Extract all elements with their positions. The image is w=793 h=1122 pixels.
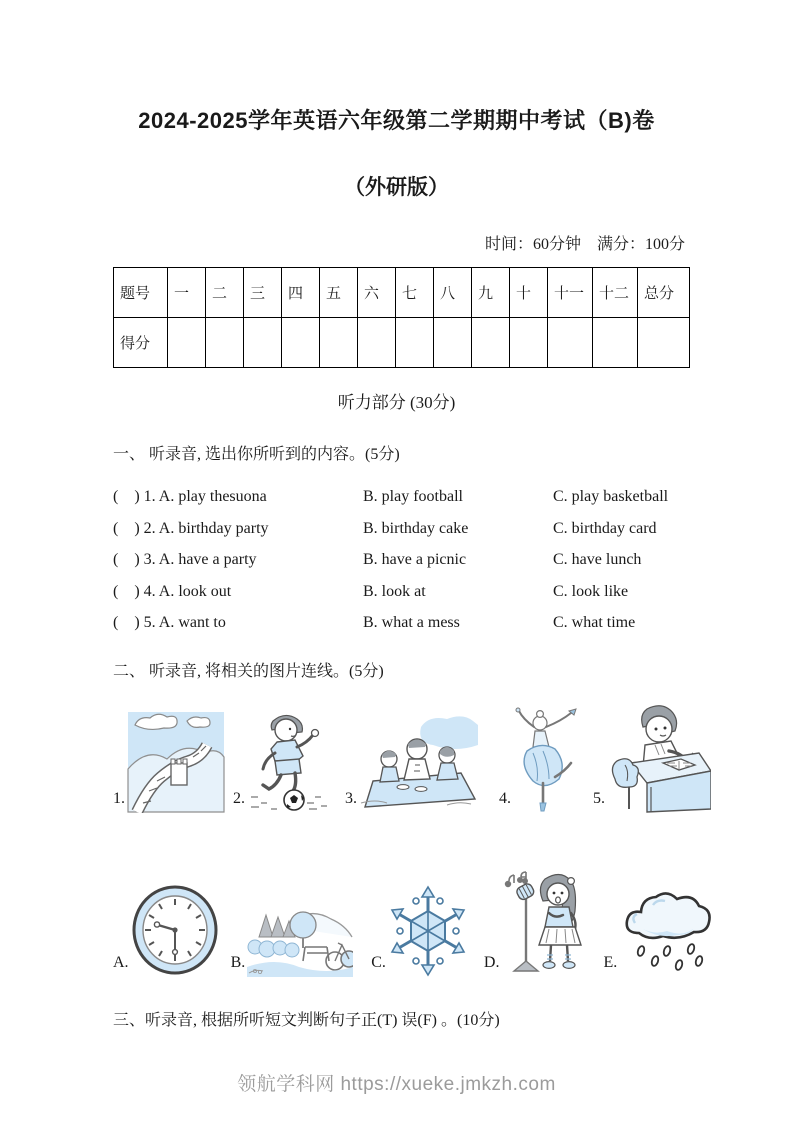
snowflake-icon <box>388 885 468 977</box>
figure-item <box>113 883 219 977</box>
figure-label: A. <box>113 954 129 971</box>
score-cell <box>548 318 593 368</box>
score-table-header-cell: 十二 <box>593 268 638 318</box>
score-cell <box>434 318 472 368</box>
score-table-header-cell: 三 <box>244 268 282 318</box>
score-table-header-cell: 二 <box>206 268 244 318</box>
page-subtitle: （外研版） <box>344 176 449 199</box>
figure-label: 1. <box>113 790 125 807</box>
question-row <box>113 614 793 632</box>
family-picnic-icon <box>359 711 479 813</box>
score-table-header-cell: 七 <box>396 268 434 318</box>
park-scene-icon <box>247 897 353 977</box>
score-cell <box>320 318 358 368</box>
figure-label: 5. <box>593 790 605 807</box>
score-cell <box>396 318 434 368</box>
question-row <box>113 583 793 601</box>
score-row-label: 得分 <box>114 318 168 368</box>
option-a: ( ) 2. A. birthday party <box>113 519 269 537</box>
score-cell <box>282 318 320 368</box>
option-c: C. what time <box>553 614 636 631</box>
footer-site-link[interactable]: 领航学科网 https://xueke.jmkzh.com <box>237 1074 556 1095</box>
option-c: C. look like <box>553 582 629 600</box>
score-cell <box>168 318 206 368</box>
figure-item <box>603 883 713 977</box>
section3-heading: 三、听录音, 根据所听短文判断句子正(T) 误(F) 。(10分) <box>113 1012 500 1029</box>
question-row <box>113 488 793 506</box>
score-table-header-cell: 八 <box>434 268 472 318</box>
figure-label: 2. <box>233 790 245 807</box>
option-b: B. what a mess <box>363 614 460 631</box>
figure-label: D. <box>483 954 500 971</box>
figure-label: 3. <box>345 790 357 807</box>
score-table-header-cell: 六 <box>358 268 396 318</box>
figure-item <box>345 711 479 813</box>
score-cell <box>206 318 244 368</box>
page-title: 2024-2025学年英语六年级第二学期期中考试（B)卷 <box>138 108 655 133</box>
figure-item <box>484 869 588 977</box>
figure-label: B. <box>230 954 246 971</box>
score-table-score-row <box>114 318 690 368</box>
option-b: B. have a picnic <box>363 551 467 568</box>
score-table-header-cell: 十 <box>510 268 548 318</box>
question-row <box>113 520 793 538</box>
numbered-images-row <box>113 705 793 813</box>
clock-icon <box>131 883 219 977</box>
figure-item <box>233 711 331 813</box>
score-cell <box>244 318 282 368</box>
exam-meta: 时间：60分钟 满分：100分 <box>484 236 685 253</box>
rain-cloud-icon <box>619 883 713 977</box>
figure-item <box>499 707 579 813</box>
score-table-header-row <box>114 268 690 318</box>
score-cell <box>358 318 396 368</box>
figure-item <box>371 885 468 977</box>
option-b: B. look at <box>363 582 426 600</box>
score-table-header-cell: 总分 <box>638 268 690 318</box>
section2-heading: 二、 听录音, 将相关的图片连线。(5分) <box>113 663 384 680</box>
score-table-header-cell: 十一 <box>548 268 593 318</box>
figure-item <box>113 711 225 813</box>
boy-kicking-football-icon <box>247 711 331 813</box>
score-cell <box>510 318 548 368</box>
figure-item <box>231 897 354 977</box>
option-c: C. play basketball <box>553 488 669 505</box>
great-wall-icon <box>127 711 225 813</box>
figure-label: C. <box>371 954 386 971</box>
boy-writing-at-desk-icon <box>607 705 711 813</box>
listening-section-heading: 听力部分 (30分) <box>337 393 456 412</box>
figure-label: E. <box>603 954 618 971</box>
option-a: ( ) 4. A. look out <box>113 582 232 600</box>
score-table-header-cell: 四 <box>282 268 320 318</box>
score-cell <box>593 318 638 368</box>
option-a: ( ) 1. A. play thesuona <box>113 488 267 505</box>
figure-item <box>593 705 711 813</box>
score-cell <box>638 318 690 368</box>
figure-label: 4. <box>499 790 511 807</box>
girl-singing-icon <box>501 869 587 977</box>
score-table-header-cell: 一 <box>168 268 206 318</box>
footer-watermark <box>0 1069 793 1096</box>
section1-question-list <box>113 488 793 632</box>
score-table <box>113 267 690 368</box>
score-cell <box>472 318 510 368</box>
option-c: C. have lunch <box>553 551 642 568</box>
section1-heading: 一、 听录音, 选出你所听到的内容。(5分) <box>113 446 400 463</box>
score-table-header-cell: 五 <box>320 268 358 318</box>
option-a: ( ) 3. A. have a party <box>113 551 257 568</box>
option-a: ( ) 5. A. want to <box>113 614 226 631</box>
option-b: B. play football <box>363 488 463 505</box>
question-row <box>113 551 793 569</box>
ballet-dancer-icon <box>513 707 579 813</box>
option-b: B. birthday cake <box>363 519 469 537</box>
score-table-header-cell: 题号 <box>114 268 168 318</box>
score-table-header-cell: 九 <box>472 268 510 318</box>
option-c: C. birthday card <box>553 519 657 537</box>
lettered-images-row <box>113 869 793 977</box>
